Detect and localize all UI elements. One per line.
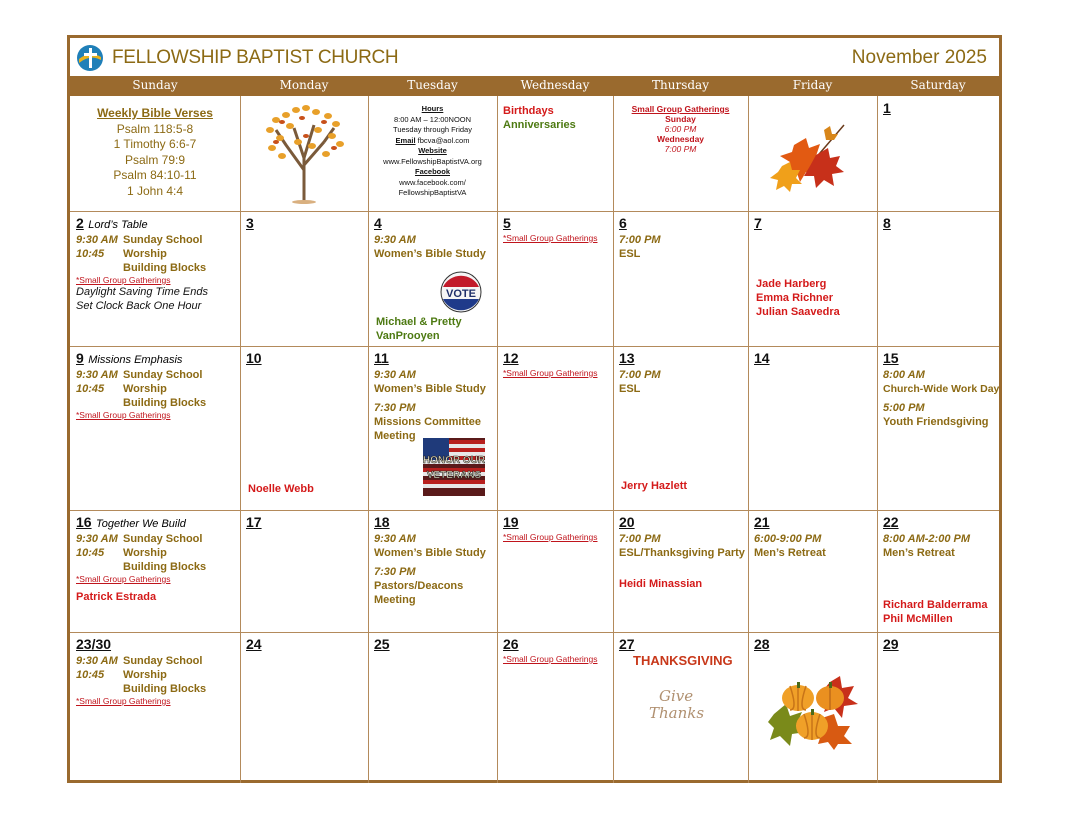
day-cell-4[interactable] [368,211,497,346]
day-cell-11[interactable] [368,346,497,510]
event-title: Men’s Retreat [754,547,826,559]
birthday-name: Jerry Hazlett [621,480,688,492]
day-cell-8[interactable] [877,211,999,346]
birthday-name: Emma Richner [756,292,834,304]
day-cell-12[interactable] [497,346,613,510]
event-title: ESL/Thanksgiving Party [619,547,745,559]
weekday-sunday: Sunday [132,78,178,92]
event-time: 7:30 PM [374,402,416,414]
weekday-friday: Friday [792,78,833,92]
event-time: 9:30 AM [76,234,118,246]
weekday-header [70,76,999,96]
event-title: Worship [123,383,167,395]
month-title: November 2025 [851,47,987,68]
day-cell-17[interactable] [240,510,368,632]
small-group-link[interactable]: *Small Group Gatherings [76,574,171,584]
church-info-cell [368,96,497,211]
hours-days: Tuesday through Friday [393,125,472,134]
sg-sunday: Sunday [665,114,696,124]
day-number: 21 [754,514,770,530]
day-number: 3 [246,215,254,231]
event-title: Building Blocks [123,262,207,274]
autumn-tree-cell [240,96,368,211]
event-time: 7:00 PM [619,234,661,246]
day-cell-18[interactable] [368,510,497,632]
thanksgiving-label: THANKSGIVING [633,653,733,668]
day-cell-25[interactable] [368,632,497,783]
day-cell-9[interactable] [70,346,240,510]
event-time: 8:00 AM-2:00 PM [883,533,971,545]
day-cell-24[interactable] [240,632,368,783]
event-title: Church-Wide Work Day [883,383,999,395]
vote-text: VOTE [446,288,476,300]
day-cell-10[interactable] [240,346,368,510]
website-link[interactable]: www.FellowshipBaptistVA.org [383,156,482,166]
day-cell-22[interactable] [877,510,999,632]
birthday-name: Jade Harberg [756,278,827,290]
sg-wednesday-time: 7:00 PM [664,144,697,154]
day-number: 14 [754,350,770,366]
event-title: Building Blocks [123,683,207,695]
day-number: 26 [503,636,519,652]
facebook-link[interactable]: FellowshipBaptistVA [398,188,467,197]
day-number: 11 [374,350,389,366]
church-name: FELLOWSHIP BAPTIST CHURCH [112,47,399,68]
day-number: 6 [619,215,627,231]
verse: Psalm 79:9 [124,152,186,167]
event-title: Worship [123,248,167,260]
small-groups-title: Small Group Gatherings [631,104,730,114]
facebook-title: Facebook [414,167,450,176]
event-time: 10:45 [76,383,105,395]
event-title: ESL [619,383,641,395]
day-cell-27[interactable] [613,632,748,783]
small-group-link[interactable]: *Small Group Gatherings [76,410,171,420]
thanks-text: Thanks [649,704,705,722]
day-number: 2 [76,215,84,231]
day-number: 24 [246,636,262,652]
verse: Psalm 84:10-11 [113,168,197,182]
event-time: 7:30 PM [374,566,416,578]
bible-verses-cell [70,96,240,211]
event-title: ESL [619,248,641,260]
day-number: 23/30 [76,636,112,652]
event-time: 9:30 AM [374,234,416,246]
honor-text: HONOR OUR [423,455,485,466]
event-time: 10:45 [76,248,105,260]
event-time: 9:30 AM [374,369,416,381]
event-title: Sunday School [123,655,203,667]
hours-time: 8:00 AM – 12:00NOON [393,114,472,124]
birthdays-legend: Birthdays [503,105,554,117]
day-cell-13[interactable] [613,346,748,510]
sg-wednesday: Wednesday [656,134,705,144]
day-note: Lord’s Table [88,219,148,231]
day-cell-26[interactable] [497,632,613,783]
day-number: 16 [76,514,92,530]
event-time: 9:30 AM [76,533,118,545]
dst-note: Set Clock Back One Hour [76,300,202,312]
day-number: 29 [883,636,899,652]
day-number: 25 [374,636,390,652]
event-time: 10:45 [76,547,105,559]
day-number: 18 [374,514,390,530]
legend-cell [497,96,613,211]
event-time: 8:00 AM [883,369,925,381]
day-cell-3[interactable] [240,211,368,346]
day-cell-15[interactable] [877,346,999,510]
event-title: Meeting [374,430,416,442]
day-number: 15 [883,350,899,366]
event-time: 7:00 PM [619,533,661,545]
weekday-wednesday: Wednesday [520,78,590,92]
dst-note: Daylight Saving Time Ends [76,286,208,298]
church-logo-icon [76,44,104,72]
event-title: Women’s Bible Study [374,248,486,260]
day-cell-21[interactable] [748,510,877,632]
event-time: 9:30 AM [76,655,118,667]
autumn-tree-icon [246,100,362,205]
anniversary-name: VanProoyen [376,330,440,342]
event-title: Sunday School [123,533,203,545]
day-number: 5 [503,215,511,231]
day-number: 27 [619,636,635,652]
birthday-name: Noelle Webb [248,483,314,495]
event-title: Women’s Bible Study [374,383,486,395]
day-cell-6[interactable] [613,211,748,346]
verse: 1 John 4:4 [126,183,184,198]
facebook-link[interactable]: www.facebook.com/ [399,177,466,187]
day-note: Together We Build [96,518,186,530]
day-number: 12 [503,350,519,366]
day-number: 8 [883,215,891,231]
event-time: 9:30 AM [76,369,118,381]
event-title: Meeting [374,594,416,606]
day-number: 7 [754,215,762,231]
event-title: Worship [123,547,167,559]
weekday-saturday: Saturday [910,78,966,92]
weekday-tuesday: Tuesday [407,78,458,92]
email-label: Email [395,135,416,145]
anniversary-name: Michael & Pretty [376,316,462,328]
day-note: Missions Emphasis [88,354,183,366]
day-cell-29[interactable] [877,632,999,783]
event-time: 5:00 PM [883,402,925,414]
event-time: 6:00-9:00 PM [754,533,822,545]
weekday-monday: Monday [279,78,329,92]
event-title: Worship [123,669,167,681]
day-cell-5[interactable] [497,211,613,346]
small-group-link[interactable]: *Small Group Gatherings [503,654,598,664]
day-number: 9 [76,350,84,366]
birthday-name: Heidi Minassian [619,578,703,590]
event-title: Men’s Retreat [883,547,955,559]
day-cell-2[interactable] [70,211,240,346]
calendar [67,35,1002,783]
verse: Psalm 118:5-8 [116,121,194,136]
day-number: 1 [883,100,891,116]
honor-veterans-icon [423,438,485,496]
birthday-name: Richard Balderrama [883,599,988,611]
small-group-link[interactable]: *Small Group Gatherings [503,532,598,542]
email-address[interactable]: fbcva@aol.com [417,135,470,145]
give-text: Give [659,687,694,705]
small-groups-cell [613,96,748,211]
verse: 1 Timothy 6:6-7 [113,137,197,151]
day-cell-1[interactable] [877,96,999,211]
day-cell-23-30[interactable] [70,632,240,783]
website-title: Website [418,146,447,155]
autumn-leaves-icon [754,100,872,205]
day-number: 20 [619,514,635,530]
small-group-link[interactable]: *Small Group Gatherings [503,233,598,243]
day-number: 10 [246,350,262,366]
event-title: Building Blocks [123,561,207,573]
day-number: 17 [246,514,262,530]
day-cell-28[interactable] [748,632,877,783]
event-title: Pastors/Deacons [374,580,464,592]
pumpkins-icon [768,674,860,750]
day-number: 19 [503,514,519,530]
day-cell-14[interactable] [748,346,877,510]
day-number: 22 [883,514,899,530]
small-group-link[interactable]: *Small Group Gatherings [503,368,598,378]
day-cell-20[interactable] [613,510,748,632]
weekday-thursday: Thursday [652,78,709,92]
anniversaries-legend: Anniversaries [503,119,576,131]
day-cell-7[interactable] [748,211,877,346]
day-cell-19[interactable] [497,510,613,632]
birthday-name: Julian Saavedra [756,306,840,318]
event-time: 9:30 AM [374,533,416,545]
event-time: 10:45 [76,669,105,681]
day-number: 13 [619,350,635,366]
event-title: Women’s Bible Study [374,547,486,559]
event-title: Building Blocks [123,397,207,409]
event-title: Missions Committee [374,416,481,428]
event-time: 7:00 PM [619,369,661,381]
event-title: Youth Friendsgiving [883,416,989,428]
hours-title: Hours [421,104,444,113]
day-cell-16[interactable] [70,510,240,632]
bible-verses-title: Weekly Bible Verses [97,106,213,120]
event-title: Sunday School [123,234,203,246]
calendar-header [70,38,999,76]
sg-sunday-time: 6:00 PM [664,124,697,134]
give-thanks-icon [649,688,704,722]
leaves-cell [748,96,877,211]
day-number: 28 [754,636,770,652]
day-number: 4 [374,215,382,231]
birthday-name: Phil McMillen [883,613,953,625]
vote-icon [440,271,482,313]
honor-text: VETERANS [426,470,482,481]
event-title: Sunday School [123,369,203,381]
small-group-link[interactable]: *Small Group Gatherings [76,275,171,285]
birthday-name: Patrick Estrada [76,591,157,603]
small-group-link[interactable]: *Small Group Gatherings [76,696,171,706]
